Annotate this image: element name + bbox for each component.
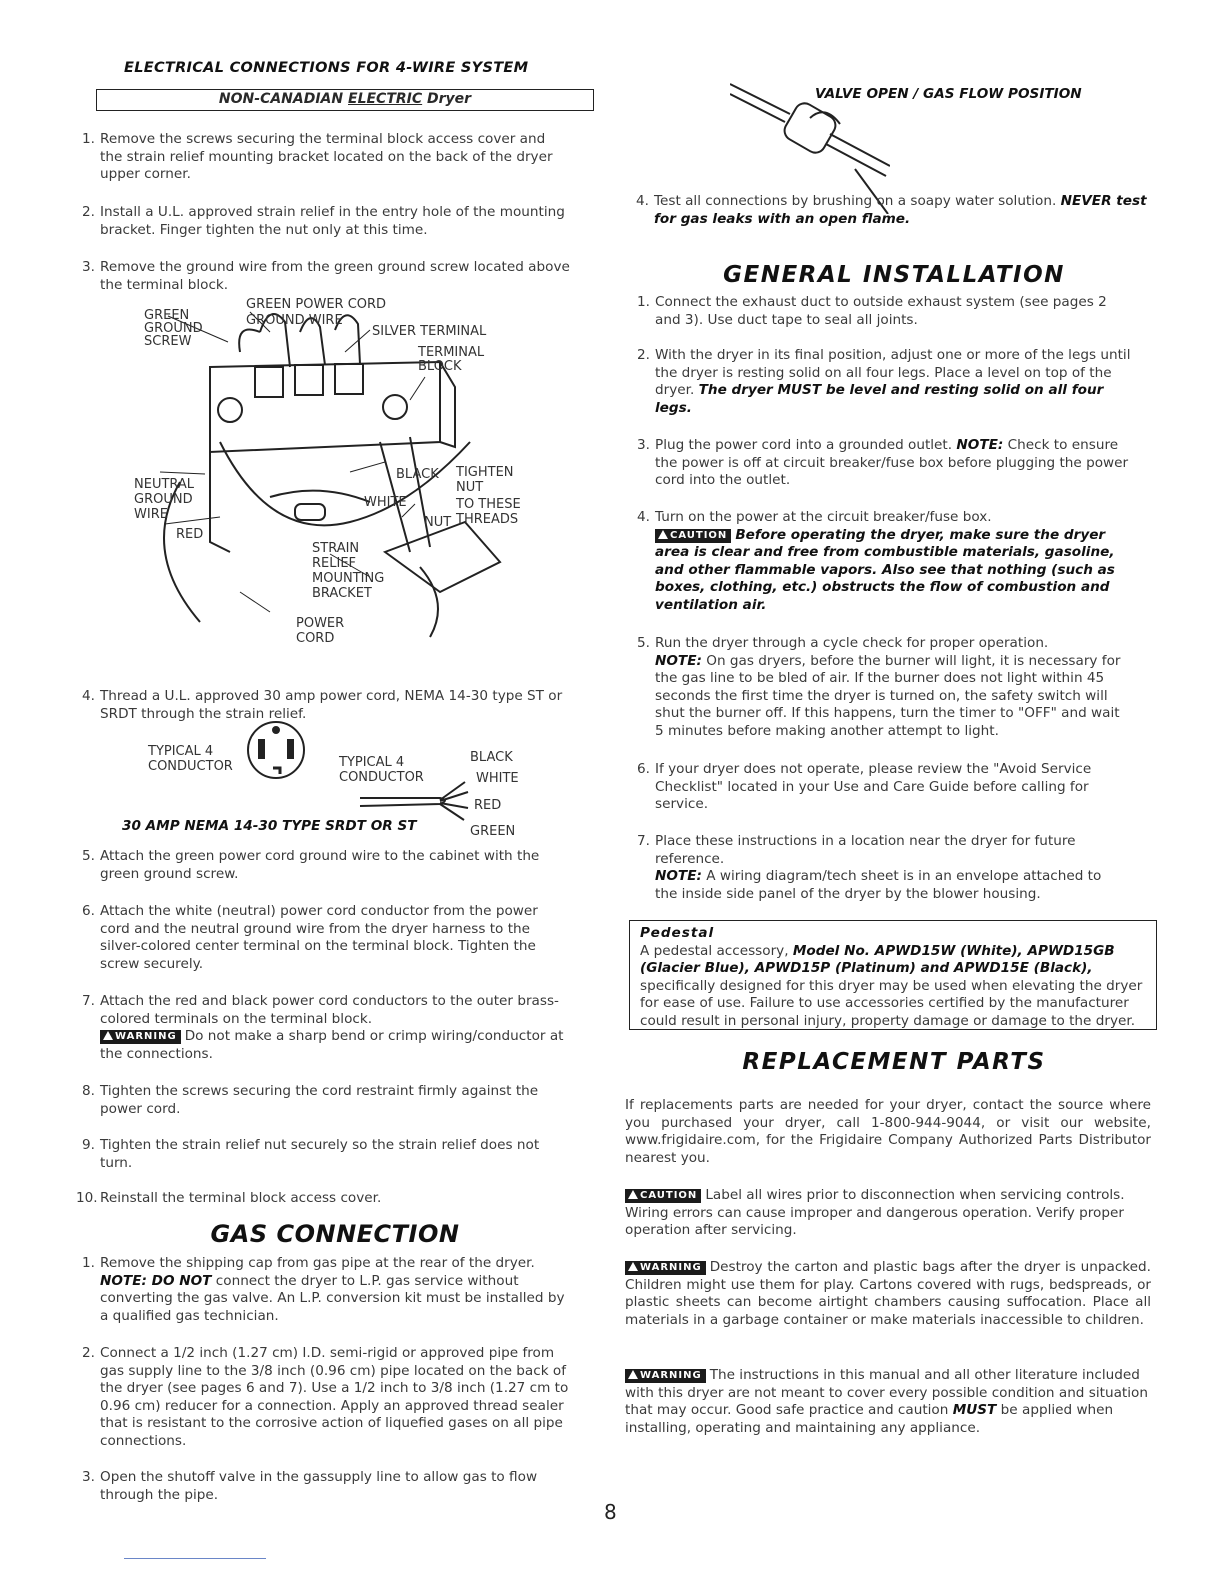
step-4: 4. Thread a U.L. approved 30 amp power cord, NEMA 14-30 type ST or SRDT through the strain relief. [82, 688, 563, 722]
pedestal-title: Pedestal [640, 925, 715, 941]
warning-badge-2: WARNING [625, 1261, 706, 1275]
caution-badge: CAUTION [655, 529, 731, 543]
label-nut: NUT [424, 515, 452, 530]
label-green-ground-screw: GREEN GROUND SCREW [144, 308, 203, 349]
step-7: 7. Attach the red and black power cord conductors to the outer brass-colored terminals on the terminal block. WARNING Do not make a sharp bend or crimp wiring/conductor at the connections. [82, 993, 564, 1062]
replacement-parts-title: REPLACEMENT PARTS [742, 1049, 1046, 1075]
cord-caption: 30 AMP NEMA 14-30 TYPE SRDT OR ST [122, 818, 417, 834]
label-green-power-cord: GREEN POWER CORD [246, 297, 387, 312]
warning-paragraph-2: WARNING The instructions in this manual and all other literature included with this dryer are not meant to cover every possible condition and situation that may occur. Good safe practice and caution MUST be applied when installing, operating and maintaining any appliance. [625, 1367, 1148, 1436]
general-step-6: 6. If your dryer does not operate, please review the "Avoid Service Checklist" located in your Use and Care Guide before calling for service. [637, 761, 1092, 812]
step-3: 3. Remove the ground wire from the green ground screw located above the terminal block. [82, 259, 570, 293]
label-black: BLACK [396, 467, 439, 482]
step-9: 9. Tighten the strain relief nut securely so the strain relief does not turn. [82, 1137, 540, 1171]
label-typical-right: TYPICAL 4 CONDUCTOR [339, 755, 424, 785]
label-cord-white: WHITE [476, 771, 519, 786]
caution-paragraph: CAUTION Label all wires prior to disconnection when servicing controls. Wiring errors can cause improper and dangerous operation. Verify proper operation after servicing. [625, 1187, 1125, 1238]
section-header-4-wire: ELECTRICAL CONNECTIONS FOR 4-WIRE SYSTEM [124, 60, 529, 76]
label-cord-red: RED [474, 798, 502, 813]
box-title-post: Dryer [427, 91, 472, 107]
general-step-5: 5. Run the dryer through a cycle check for proper operation. NOTE: On gas dryers, before the burner will light, it is necessary for the gas line to be bled of air. If the burner does not light within 45 seconds the first time the dryer is turned on, the safety switch will shut the burner off. If this happens, turn the timer to "OFF" and wait 5 minutes before making another attempt to light. [637, 635, 1121, 739]
step-5: 5. Attach the green power cord ground wire to the cabinet with the green ground screw. [82, 848, 540, 882]
warning-badge: WARNING [100, 1030, 181, 1044]
label-cord-black: BLACK [470, 750, 513, 765]
step-1: 1. Remove the screws securing the terminal block access cover and the strain relief mounting bracket located on the back of the dryer upper corner. [82, 131, 553, 182]
label-ground-wire: GROUND WIRE [246, 313, 343, 328]
step-8: 8. Tighten the screws securing the cord restraint firmly against the power cord. [82, 1083, 539, 1117]
label-red: RED [176, 527, 204, 542]
general-step-1: 1. Connect the exhaust duct to outside exhaust system (see pages 2 and 3). Use duct tape to seal all joints. [637, 294, 1107, 328]
label-cord-green: GREEN [470, 824, 516, 839]
warning-paragraph-1: WARNING Destroy the carton and plastic bags after the dryer is unpacked. Children might use them for play. Cartons covered with rugs, bedspreads, or plastic sheets can become airtight chambers causing suffocation. Place all materials in a garbage container or make materials inaccessible to children. [625, 1259, 1151, 1328]
label-white: WHITE [364, 495, 407, 510]
label-neutral-ground-wire: NEUTRAL GROUND WIRE [134, 477, 195, 522]
label-typical-left: TYPICAL 4 CONDUCTOR [148, 744, 233, 774]
label-tighten-nut: TIGHTEN NUT [456, 465, 514, 495]
box-title-underlined: ELECTRIC [348, 91, 423, 107]
label-terminal-block: TERMINAL BLOCK [418, 345, 485, 374]
general-step-4: 4. Turn on the power at the circuit breaker/fuse box. CAUTION Before operating the dryer, make sure the dryer area is clear and free from combustible materials, gasoline, and other flammable vapors. Also see that nothing (such as boxes, clothing, etc.) obstructs the flow of combustion and ventilation air. [637, 509, 1115, 613]
warning-badge-3: WARNING [625, 1369, 706, 1383]
gas-step-2: 2. Connect a 1/2 inch (1.27 cm) I.D. semi-rigid or approved pipe from gas supply line to the 3/8 inch (0.96 cm) pipe located on the back of the dryer (see pages 6 and 7). Use a 1/2 inch to 3/8 inch (1.27 cm to 0.96 cm) reducer for a connection. Apply an approved thread sealer that is resistant to the corrosive action of liquefied gases on all pipe connections. [82, 1345, 569, 1449]
caution-badge-2: CAUTION [625, 1189, 701, 1203]
step-6: 6. Attach the white (neutral) power cord conductor from the power cord and the neutral ground wire from the dryer harness to the silver-colored center terminal on the terminal block. Tighten the screw securely. [82, 903, 538, 972]
general-step-7: 7. Place these instructions in a location near the dryer for future reference. NOTE: A wiring diagram/tech sheet is in an envelope attached to the inside side panel of the dryer by the blower housing. [637, 833, 1102, 902]
footer-rule [124, 1558, 266, 1559]
label-power-cord: POWER CORD [296, 616, 345, 646]
box-title-pre: NON-CANADIAN [218, 91, 344, 107]
step-10: 10. Reinstall the terminal block access cover. [76, 1190, 382, 1206]
label-to-these-threads: TO THESE THREADS [456, 497, 521, 527]
gas-step-4: 4. Test all connections by brushing on a soapy water solution. NEVER test for gas leaks with an open flame. [636, 193, 1147, 227]
gas-connection-title: GAS CONNECTION [210, 1220, 460, 1248]
valve-label: VALVE OPEN / GAS FLOW POSITION [815, 86, 1082, 102]
label-silver-terminal: SILVER TERMINAL [372, 324, 487, 339]
non-canadian-box [96, 89, 594, 111]
page-number: 8 [604, 1500, 617, 1524]
general-step-3: 3. Plug the power cord into a grounded outlet. NOTE: Check to ensure the power is off at circuit breaker/fuse box before plugging the power cord into the outlet. [637, 437, 1129, 488]
gas-step-1: 1. Remove the shipping cap from gas pipe at the rear of the dryer. NOTE: DO NOT connect the dryer to L.P. gas service without converting the gas valve. An L.P. conversion kit must be installed by a qualified gas technician. [82, 1255, 565, 1324]
gas-step-3: 3. Open the shutoff valve in the gassupply line to allow gas to flow through the pipe. [82, 1469, 538, 1503]
general-step-2: 2. With the dryer in its final position, adjust one or more of the legs until the dryer is resting solid on all four legs. Place a level on top of the dryer. The dryer MUST be level and resting solid on all four legs. [637, 347, 1131, 416]
label-strain-relief-bracket: STRAIN RELIEF MOUNTING BRACKET [312, 541, 385, 601]
step-2: 2. Install a U.L. approved strain relief in the entry hole of the mounting bracket. Finger tighten the nut only at this time. [82, 204, 565, 238]
pedestal-box: Pedestal A pedestal accessory, Model No. APWD15W (White), APWD15GB (Glacier Blue), APWD15P (Platinum) and APWD15E (Black), specifically designed for this dryer may be used when elevating the dryer for ease of use. Failure to use accessories certified by the manufacturer could result in personal injury, property damage or damage to the dryer. [629, 920, 1157, 1030]
general-installation-title: GENERAL INSTALLATION [723, 262, 1065, 288]
replacement-text: If replacements parts are needed for your dryer, contact the source where you purchased your dryer, call 1-800-944-9044, or visit our website, www.frigidaire.com, for the Frigidaire Company Authorized Parts Distributor nearest you. [625, 1097, 1151, 1166]
